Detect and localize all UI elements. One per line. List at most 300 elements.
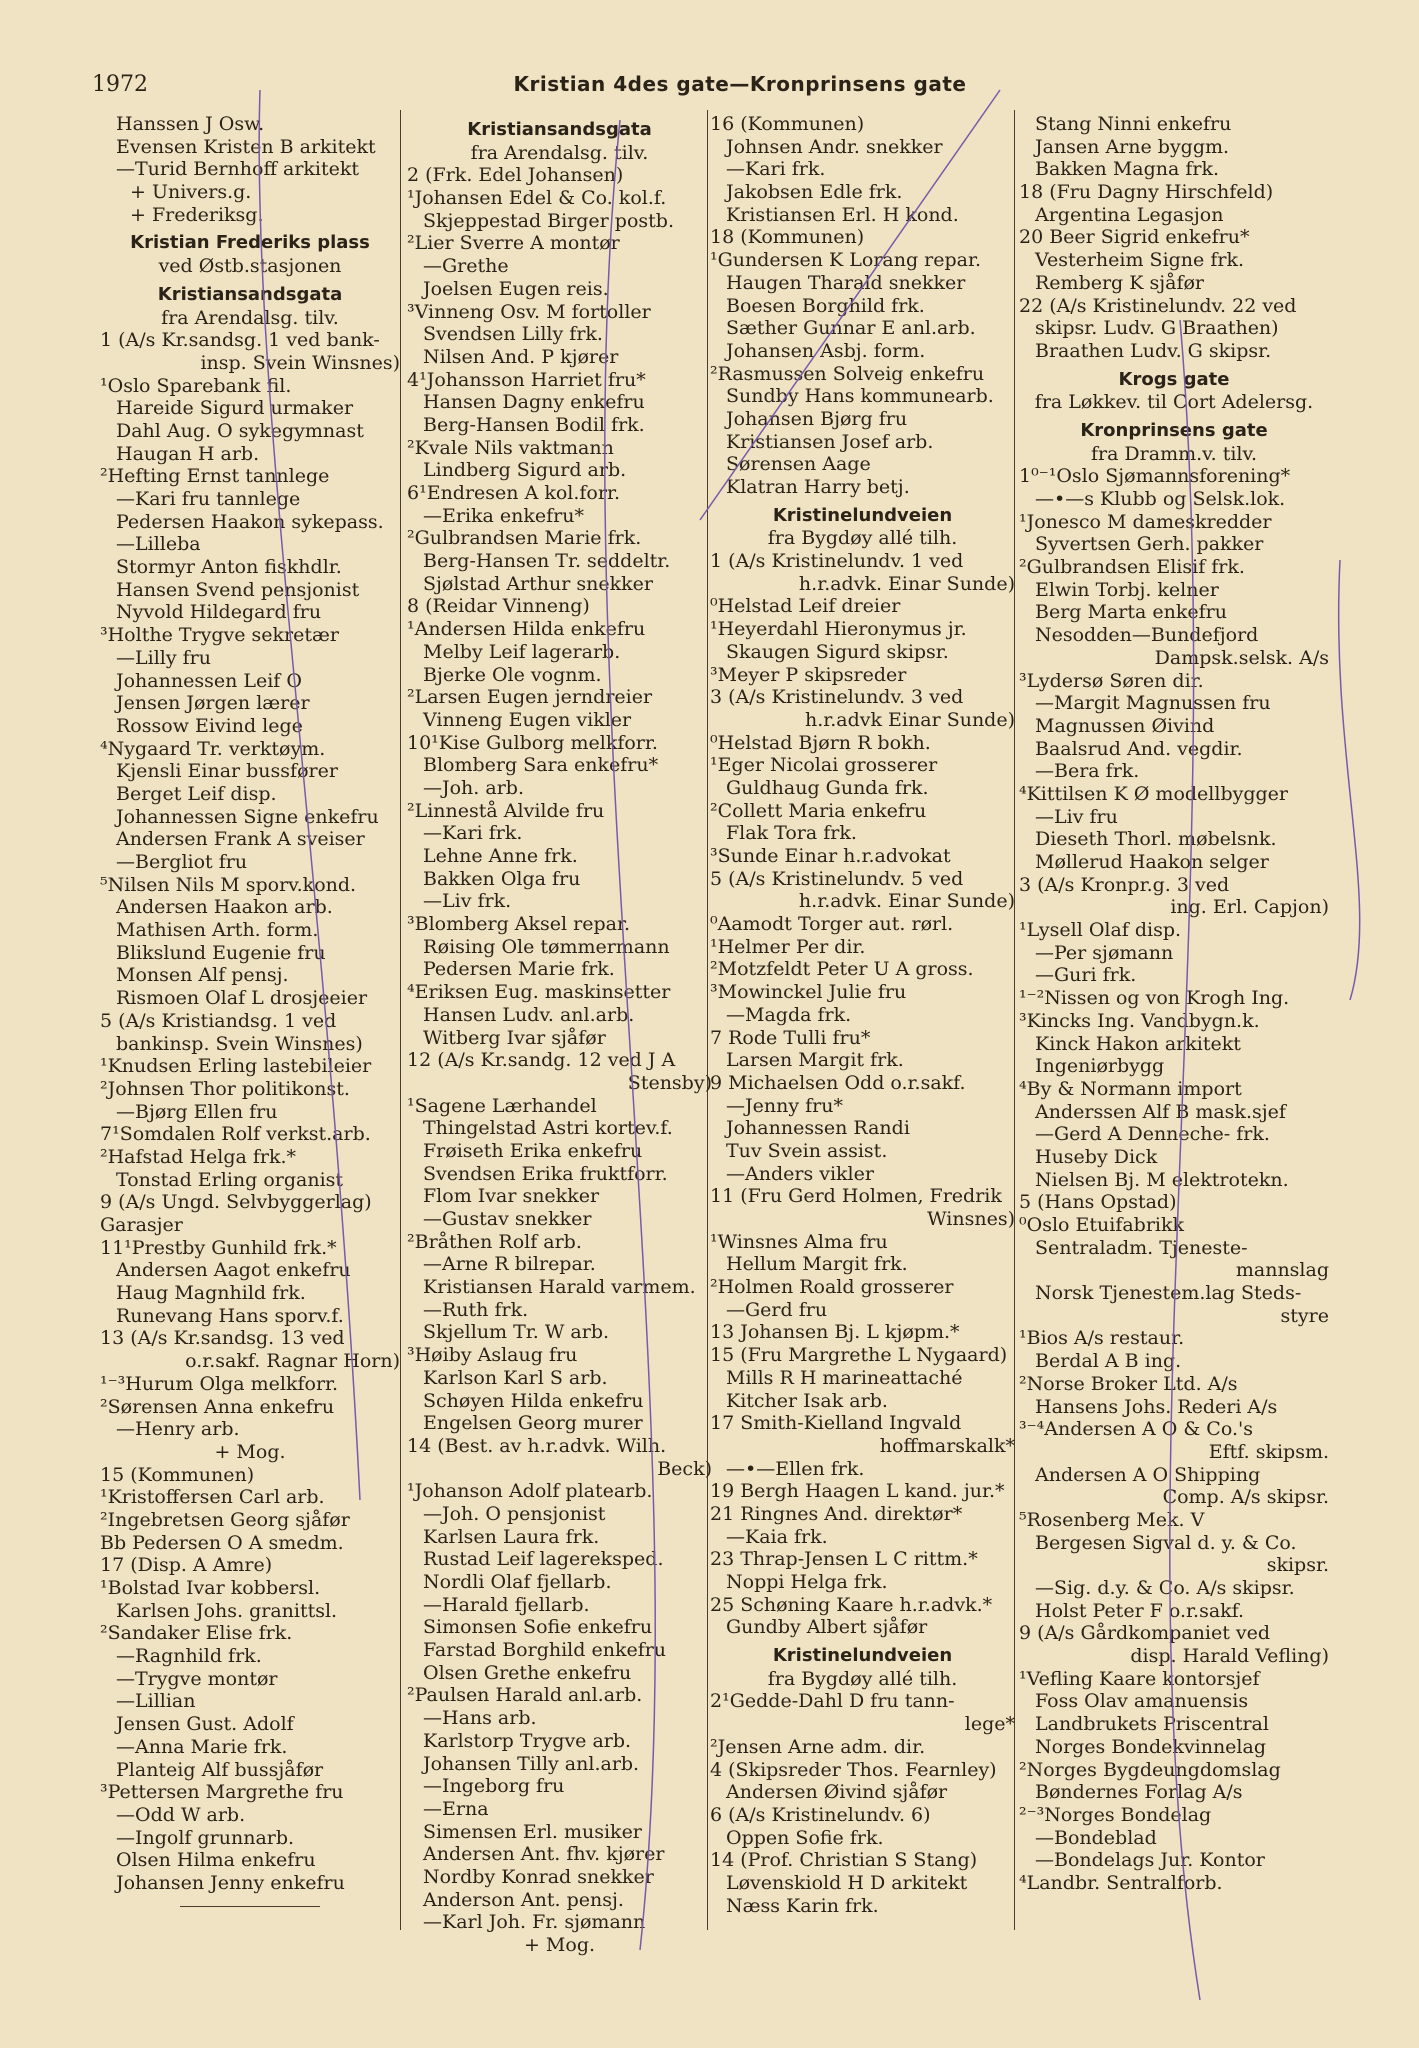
directory-entry: Hanssen J Osw.: [116, 113, 265, 135]
directory-entry: Johannessen Signe enkefru: [116, 805, 379, 828]
directory-entry: —Odd W arb.: [116, 1803, 246, 1826]
directory-entry: Magnussen Øivind: [1035, 714, 1215, 737]
directory-entry: Svendsen Lilly frk.: [423, 323, 603, 346]
directory-entry: Karlson Karl S arb.: [423, 1366, 608, 1389]
directory-entry: —Anna Marie frk.: [116, 1735, 288, 1758]
directory-entry: Noppi Helga frk.: [726, 1571, 888, 1593]
directory-entry: Hansen Svend pensjonist: [116, 578, 360, 601]
directory-entry: Sundby Hans kommunearb.: [726, 385, 994, 408]
directory-entry: disp. Harald Vefling): [1130, 1645, 1329, 1668]
directory-entry: Bergesen Sigval d. y. & Co.: [1035, 1531, 1297, 1554]
directory-entry: —Lillian: [116, 1690, 196, 1713]
directory-entry: + Univers.g.: [130, 181, 252, 204]
directory-entry: Tonstad Erling organist: [116, 1168, 344, 1191]
directory-entry: ²Sandaker Elise frk.: [100, 1622, 293, 1645]
directory-entry: —Margit Magnussen fru: [1035, 692, 1271, 715]
directory-entry: Vesterheim Signe frk.: [1035, 249, 1244, 272]
directory-entry: Huseby Dick: [1035, 1145, 1158, 1168]
directory-entry: Kristiansen Harald varmem.: [423, 1276, 696, 1299]
directory-entry: Johansen Tilly anl.arb.: [423, 1752, 640, 1775]
directory-entry: —Kari fru tannlege: [116, 488, 301, 510]
directory-entry: skipsr. Ludv. G Braathen): [1035, 317, 1279, 340]
directory-entry: Engelsen Georg murer: [423, 1412, 643, 1435]
directory-entry: ²Linnestå Alvilde fru: [407, 799, 605, 822]
directory-entry: Gundby Albert sjåfør: [726, 1616, 928, 1639]
directory-entry: skipsr.: [1266, 1554, 1329, 1577]
directory-entry: lege*: [964, 1713, 1015, 1736]
directory-entry: 13 Johansen Bj. L kjøpm.*: [710, 1321, 960, 1344]
directory-entry: 3 (A/s Kronpr.g. 3 ved: [1019, 873, 1230, 896]
directory-entry: 1 (A/s Kristinelundv. 1 ved: [710, 550, 964, 573]
directory-entry: ³Blomberg Aksel repar.: [407, 913, 630, 936]
directory-entry: ¹Sagene Lærhandel: [407, 1094, 597, 1117]
directory-entry: ²Rasmussen Solveig enkefru: [710, 362, 985, 385]
directory-entry: ²Ingebretsen Georg sjåfør: [100, 1508, 350, 1531]
directory-entry: ²Paulsen Harald anl.arb.: [407, 1684, 643, 1707]
directory-entry: ²Norse Broker Ltd. A/s: [1019, 1372, 1238, 1395]
directory-entry: h.r.advk Einar Sunde): [804, 708, 1015, 731]
directory-entry: —Liv frk.: [423, 890, 512, 913]
directory-entry: Guldhaug Gunda frk.: [726, 776, 929, 799]
directory-entry: —Joh. arb.: [423, 776, 524, 799]
directory-entry: ³Sunde Einar h.r.advokat: [710, 845, 951, 867]
directory-entry: 3 (A/s Kristinelundv. 3 ved: [710, 686, 964, 709]
directory-entry: ⁴By & Normann import: [1019, 1077, 1242, 1100]
directory-entry: 17 (Disp. A Amre): [100, 1554, 273, 1577]
directory-entry: ³Lydersø Søren dir.: [1019, 669, 1204, 692]
directory-entry: 7¹Somdalen Rolf verkst.arb.: [100, 1123, 371, 1146]
directory-entry: + Frederiksg.: [130, 203, 264, 226]
directory-entry: Dampsk.selsk. A/s: [1154, 646, 1329, 669]
directory-entry: 15 (Fru Margrethe L Nygaard): [710, 1344, 1008, 1367]
directory-entry: ¹Jonesco M dameskredder: [1019, 510, 1272, 533]
directory-entry: Skjeppestad Birger postb.: [423, 209, 674, 232]
directory-entry: Haug Magnhild frk.: [116, 1282, 306, 1305]
directory-entry: ²Motzfeldt Peter U A gross.: [710, 958, 974, 981]
directory-entry: Haugen Tharald snekker: [726, 271, 966, 294]
directory-entry: 7 Rode Tulli fru*: [710, 1026, 871, 1049]
directory-entry: fra Bygdøy allé tilh.: [767, 527, 958, 550]
directory-entry: ¹Johanson Adolf platearb.: [407, 1480, 653, 1503]
directory-entry: Anderson Ant. pensj.: [423, 1888, 624, 1911]
directory-entry: Sentraladm. Tjeneste-: [1035, 1236, 1248, 1259]
directory-entry: ⁰Helstad Leif dreier: [710, 595, 901, 618]
directory-entry: Røising Ole tømmermann: [423, 935, 670, 958]
directory-entry: ¹Bolstad Ivar kobbersl.: [100, 1577, 321, 1599]
directory-entry: —Gustav snekker: [423, 1208, 592, 1230]
directory-entry: Nesodden—Bundefjord: [1035, 624, 1259, 647]
directory-entry: —Ingolf grunnarb.: [116, 1826, 295, 1849]
directory-entry: Tuv Svein assist.: [726, 1139, 888, 1162]
directory-entry: Jensen Jørgen lærer: [116, 692, 310, 715]
directory-entry: Foss Olav amanuensis: [1035, 1690, 1249, 1713]
directory-entry: ⁴Kittilsen K Ø modellbygger: [1019, 782, 1288, 805]
directory-entry: styre: [1280, 1304, 1329, 1327]
directory-entry: ¹Helmer Per dir.: [710, 935, 866, 958]
directory-entry: Bb Pedersen O A smedm.: [100, 1531, 344, 1554]
directory-entry: —Erna: [423, 1797, 489, 1820]
directory-entry: 2¹Gedde-Dahl D fru tann-: [710, 1690, 955, 1713]
directory-entry: Andersen Haakon arb.: [116, 896, 333, 919]
directory-entry: ²Gulbrandsen Marie frk.: [407, 527, 642, 550]
directory-entry: Dieseth Thorl. møbelsnk.: [1035, 828, 1277, 851]
directory-entry: 23 Thrap-Jensen L C rittm.*: [710, 1548, 978, 1571]
directory-entry: fra Arendalsg. tilv.: [470, 141, 649, 164]
directory-entry: —Lilleba: [116, 533, 201, 556]
directory-entry: ¹Gundersen K Lorang repar.: [710, 249, 982, 272]
directory-entry: Blomberg Sara enkefru*: [423, 754, 659, 777]
directory-entry: —Bera frk.: [1035, 760, 1140, 783]
directory-entry: —Bondelags Jur. Kontor: [1035, 1849, 1265, 1872]
directory-entry: 5 (A/s Kristinelundv. 5 ved: [710, 867, 964, 890]
directory-entry: Evensen Kristen B arkitekt: [116, 135, 376, 158]
directory-entry: —Ragnhild frk.: [116, 1645, 262, 1668]
directory-entry: ¹Oslo Sparebank fil.: [100, 374, 292, 397]
directory-entry: —Lilly fru: [116, 646, 211, 669]
directory-entry: h.r.advk. Einar Sunde): [798, 890, 1015, 913]
directory-entry: Sæther Gunnar E anl.arb.: [726, 317, 976, 340]
directory-entry: —•—Ellen frk.: [726, 1457, 865, 1480]
directory-entry: ²Kvale Nils vaktmann: [407, 436, 614, 459]
directory-entry: Hareide Sigurd urmaker: [116, 397, 354, 420]
directory-entry: ²Bråthen Rolf arb.: [407, 1230, 582, 1253]
street-heading: Kristinelundveien: [772, 1645, 953, 1667]
directory-entry: ⁴Nygaard Tr. verktøym.: [100, 737, 326, 760]
street-heading: Kristiansandsgata: [467, 119, 652, 140]
directory-entry: ⁵Rosenberg Mek. V: [1019, 1508, 1205, 1531]
column-2: [407, 113, 712, 1957]
directory-entry: 12 (A/s Kr.sandg. 12 ved J A: [407, 1049, 676, 1072]
directory-entry: ⁰Helstad Bjørn R bokh.: [710, 731, 931, 754]
directory-entry: Jensen Gust. Adolf: [116, 1713, 294, 1736]
directory-entry: Ingeniørbygg: [1035, 1055, 1165, 1078]
column-4: [1019, 113, 1329, 1895]
street-heading: Kristiansandsgata: [157, 283, 343, 305]
directory-entry: Frøiseth Erika enkefru: [423, 1139, 643, 1162]
directory-entry: ing. Erl. Capjon): [1170, 896, 1329, 919]
directory-entry: mannslag: [1235, 1259, 1329, 1282]
directory-entry: ²Lier Sverre A montør: [407, 232, 620, 255]
directory-entry: Karlstorp Trygve arb.: [423, 1729, 632, 1752]
directory-entry: 13 (A/s Kr.sandsg. 13 ved: [100, 1327, 345, 1350]
directory-entry: 14 (Best. av h.r.advk. Wilh.: [407, 1434, 667, 1457]
directory-entry: Olsen Grethe enkefru: [423, 1661, 632, 1684]
directory-entry: —Karl Joh. Fr. sjømann: [423, 1911, 646, 1934]
directory-entry: Sjølstad Arthur snekker: [423, 572, 653, 595]
directory-entry: —Bergliot fru: [116, 851, 248, 873]
directory-entry: Melby Leif lagerarb.: [423, 640, 621, 663]
directory-entry: ²Larsen Eugen jerndreier: [407, 686, 653, 709]
directory-entry: Mathisen Arth. form.: [116, 919, 319, 942]
directory-entry: ⁴Landbr. Sentralforb.: [1019, 1871, 1223, 1894]
directory-entry: —Hans arb.: [423, 1707, 537, 1730]
directory-entry: Thingelstad Astri kortev.f.: [423, 1117, 673, 1140]
directory-entry: Blikslund Eugenie fru: [116, 941, 326, 964]
directory-entry: Andersen Ant. fhv. kjører: [423, 1843, 665, 1866]
directory-entry: ¹Johansen Edel & Co. kol.f.: [407, 187, 667, 210]
directory-entry: Oppen Sofie frk.: [726, 1826, 884, 1849]
directory-entry: —Harald fjellarb.: [423, 1593, 590, 1616]
directory-entry: Monsen Alf pensj.: [116, 964, 289, 987]
directory-entry: insp. Svein Winsnes): [200, 351, 400, 374]
directory-entry: 22 (A/s Kristinelundv. 22 ved: [1019, 294, 1297, 317]
directory-entry: Joelsen Eugen reis.: [423, 277, 609, 300]
directory-entry: Syvertsen Gerh. pakker: [1035, 533, 1264, 556]
directory-entry: —Jenny fru*: [726, 1094, 843, 1117]
directory-entry: ⁰Aamodt Torger aut. rørl.: [710, 913, 954, 936]
directory-entry: Kinck Hakon arkitekt: [1035, 1032, 1241, 1055]
directory-entry: Mills R H marineattaché: [726, 1366, 963, 1389]
directory-entry: Rossow Eivind lege: [116, 714, 303, 737]
directory-entry: ²Norges Bygdeungdomslag: [1019, 1758, 1281, 1781]
directory-entry: Simensen Erl. musiker: [423, 1820, 642, 1843]
directory-entry: Larsen Margit frk.: [726, 1049, 904, 1072]
directory-entry: Remberg K sjåfør: [1035, 271, 1205, 294]
directory-entry: —Anders vikler: [726, 1162, 874, 1185]
column-divider: [400, 110, 401, 1930]
directory-entry: Farstad Borghild enkefru: [423, 1639, 667, 1662]
directory-entry: —•—s Klubb og Selsk.lok.: [1035, 488, 1286, 510]
page-title: Kristian 4des gate—Kronprinsens gate: [513, 72, 967, 96]
directory-entry: Flom Ivar snekker: [423, 1185, 600, 1208]
directory-entry: —Ruth frk.: [423, 1298, 529, 1321]
directory-entry: ¹⁻³Hurum Olga melkforr.: [100, 1372, 339, 1395]
directory-entry: ²Hafstad Helga frk.*: [100, 1145, 297, 1168]
directory-entry: ¹Knudsen Erling lastebileier: [100, 1055, 372, 1078]
directory-entry: 25 Schøning Kaare h.r.advk.*: [710, 1593, 993, 1616]
directory-entry: Kristiansen Erl. H kond.: [726, 203, 959, 226]
directory-entry: 19 Bergh Haagen L kand. jur.*: [710, 1480, 1005, 1503]
directory-entry: —Bjørg Ellen fru: [116, 1100, 278, 1123]
directory-entry: Beck): [657, 1457, 712, 1480]
directory-entry: Runevang Hans sporv.f.: [116, 1304, 344, 1327]
directory-entry: 11 (Fru Gerd Holmen, Fredrik: [710, 1185, 1002, 1208]
directory-entry: Jakobsen Edle frk.: [726, 181, 903, 204]
directory-entry: ¹Andersen Hilda enkefru: [407, 618, 646, 641]
directory-entry: Johannessen Leif O: [116, 669, 302, 692]
directory-entry: Berg-Hansen Bodil frk.: [423, 413, 645, 436]
directory-entry: 9 (A/s Gårdkompaniet ved: [1019, 1622, 1271, 1645]
directory-entry: 21 Ringnes And. direktør*: [710, 1502, 963, 1525]
directory-entry: Bakken Olga fru: [423, 867, 581, 890]
directory-entry: ²Johnsen Thor politikonst.: [100, 1077, 350, 1100]
directory-entry: Garasjer: [100, 1214, 183, 1236]
directory-entry: Møllerud Haakon selger: [1035, 851, 1269, 873]
directory-entry: Johansen Asbj. form.: [726, 339, 926, 362]
directory-entry: Holst Peter F o.r.sakf.: [1035, 1599, 1245, 1622]
directory-entry: Witberg Ivar sjåfør: [423, 1026, 606, 1049]
directory-entry: Stensby): [627, 1071, 712, 1094]
directory-entry: 6 (A/s Kristinelundv. 6): [710, 1803, 931, 1826]
directory-entry: Bøndernes Forlag A/s: [1035, 1781, 1243, 1804]
directory-entry: 20 Beer Sigrid enkefru*: [1019, 226, 1250, 249]
directory-entry: 17 Smith-Kielland Ingvald: [710, 1412, 962, 1435]
directory-entry: Karlsen Laura frk.: [423, 1525, 600, 1548]
directory-entry: ²⁻³Norges Bondelag: [1019, 1803, 1212, 1826]
directory-entry: Klatran Harry betj.: [726, 476, 910, 498]
directory-entry: —Liv fru: [1035, 805, 1118, 828]
directory-entry: 5 (Hans Opstad): [1019, 1191, 1177, 1214]
directory-entry: ³Pettersen Margrethe fru: [100, 1781, 344, 1804]
directory-entry: Johannessen Randi: [726, 1117, 910, 1140]
directory-entry: 9 (A/s Ungd. Selvbyggerlag): [100, 1191, 372, 1214]
directory-entry: 11¹Prestby Gunhild frk.*: [100, 1236, 337, 1259]
directory-entry: Eftf. skipsm.: [1208, 1440, 1329, 1463]
directory-entry: Berg-Hansen Tr. seddeltr.: [423, 550, 671, 573]
directory-entry: Bakken Magna frk.: [1035, 158, 1220, 181]
directory-entry: Kristiansen Josef arb.: [726, 430, 934, 453]
directory-entry: ²Collett Maria enkefru: [710, 799, 927, 822]
directory-entry: 1⁰⁻¹Oslo Sjømannsforening*: [1019, 465, 1291, 488]
directory-entry: fra Løkkev. til Cort Adelersg.: [1034, 391, 1314, 414]
directory-entry: Stormyr Anton fiskhdlr.: [116, 556, 342, 579]
directory-entry: Norges Bondekvinnelag: [1035, 1735, 1266, 1758]
directory-entry: ³Kincks Ing. Vandbygn.k.: [1019, 1009, 1260, 1032]
directory-entry: Stang Ninni enkefru: [1035, 113, 1232, 135]
directory-entry: —Turid Bernhoff arkitekt: [116, 158, 360, 181]
directory-entry: Kjensli Einar bussfører: [116, 760, 338, 783]
directory-entry: ²Sørensen Anna enkefru: [100, 1395, 335, 1418]
directory-entry: Norsk Tjenestem.lag Steds-: [1035, 1282, 1302, 1305]
directory-entry: ⁴Eriksen Eug. maskinsetter: [407, 981, 671, 1004]
directory-entry: ³Holthe Trygve sekretær: [100, 624, 339, 647]
page-number: 1972: [92, 72, 148, 97]
street-heading: Krogs gate: [1118, 368, 1230, 390]
directory-entry: Skjellum Tr. W arb.: [423, 1321, 610, 1344]
directory-entry: ²Jensen Arne adm. dir.: [710, 1735, 926, 1758]
directory-entry: 18 (Fru Dagny Hirschfeld): [1019, 181, 1274, 204]
directory-entry: Comp. A/s skipsr.: [1162, 1486, 1329, 1509]
directory-entry: bankinsp. Svein Winsnes): [116, 1032, 363, 1055]
directory-entry: ¹Vefling Kaare kontorsjef: [1019, 1667, 1260, 1690]
directory-entry: ¹Eger Nicolai grosserer: [710, 754, 938, 777]
column-3: [710, 113, 1015, 1917]
directory-entry: + Mog.: [523, 1934, 596, 1956]
directory-entry: ²Holmen Roald grosserer: [710, 1276, 954, 1299]
directory-entry: Berdal A B ing.: [1035, 1350, 1182, 1373]
directory-entry: ³Meyer P skipsreder: [710, 663, 907, 686]
directory-entry: Rustad Leif lagereksped.: [423, 1548, 664, 1571]
directory-entry: —Ingeborg fru: [423, 1775, 565, 1798]
directory-entry: Baalsrud And. vegdir.: [1035, 737, 1243, 760]
directory-entry: Pedersen Marie frk.: [423, 958, 615, 981]
directory-entry: Nyvold Hildegard fru: [116, 601, 322, 624]
directory-entry: ³⁻⁴Andersen A O & Co.'s: [1019, 1418, 1253, 1441]
directory-entry: Nilsen And. P kjører: [423, 345, 619, 368]
directory-entry: ³Mowinckel Julie fru: [710, 981, 907, 1004]
directory-entry: Pedersen Haakon sykepass.: [116, 510, 384, 533]
directory-entry: Nordli Olaf fjellarb.: [423, 1571, 612, 1593]
directory-entry: 5 (A/s Kristiandsg. 1 ved: [100, 1009, 337, 1032]
directory-entry: ¹Lysell Olaf disp.: [1019, 919, 1182, 942]
directory-entry: Landbrukets Priscentral: [1035, 1713, 1269, 1736]
directory-entry: 2 (Frk. Edel Johansen): [407, 164, 624, 187]
directory-entry: ²Hefting Ernst tannlege: [100, 465, 330, 488]
directory-entry: 18 (Kommunen): [710, 226, 865, 249]
directory-entry: Svendsen Erika fruktforr.: [423, 1162, 668, 1185]
directory-entry: ³Vinneng Osv. M fortoller: [407, 300, 651, 323]
directory-entry: Planteig Alf bussjåfør: [116, 1758, 324, 1781]
page-header: [0, 72, 1419, 106]
street-heading: Kristinelundveien: [772, 504, 953, 526]
directory-entry: ⁵Nilsen Nils M sporv.kond.: [100, 873, 357, 896]
directory-entry: —Gerd A Denneche- frk.: [1035, 1123, 1270, 1146]
directory-entry: Hansens Johs. Rederi A/s: [1035, 1395, 1278, 1418]
directory-entry: Løvenskiold H D arkitekt: [726, 1871, 968, 1894]
directory-entry: ²Gulbrandsen Elisif frk.: [1019, 556, 1245, 579]
directory-entry: Bjerke Ole vognm.: [423, 663, 602, 686]
directory-entry: Nielsen Bj. M elektrotekn.: [1035, 1168, 1289, 1191]
directory-entry: Andersen Aagot enkefru: [116, 1259, 351, 1282]
directory-entry: Karlsen Johs. granittsl.: [116, 1599, 338, 1622]
directory-entry: —Kari frk.: [726, 158, 826, 181]
directory-entry: —Grethe: [423, 255, 509, 278]
directory-entry: —Joh. O pensjonist: [423, 1502, 606, 1525]
directory-entry: fra Arendalsg. tilv.: [161, 306, 339, 329]
directory-entry: —Kari frk.: [423, 822, 523, 845]
directory-entry: ⁰Oslo Etuifabrikk: [1019, 1214, 1185, 1236]
directory-entry: Næss Karin frk.: [726, 1894, 879, 1917]
directory-entry: Elwin Torbj. kelner: [1035, 578, 1219, 601]
directory-entry: —Erika enkefru*: [423, 504, 584, 527]
directory-entry: Argentina Legasjon: [1035, 203, 1224, 226]
directory-entry: Jansen Arne byggm.: [1035, 135, 1230, 158]
directory-entry: —Guri frk.: [1035, 964, 1137, 987]
directory-entry: Boesen Borghild frk.: [726, 294, 925, 317]
directory-entry: ³Høiby Aslaug fru: [407, 1344, 578, 1367]
directory-entry: —Henry arb.: [116, 1418, 240, 1441]
directory-entry: —Bondeblad: [1035, 1826, 1157, 1849]
street-heading: Kristian Frederiks plass: [130, 232, 370, 254]
directory-entry: 4¹Johansson Harriet fru*: [407, 368, 646, 391]
directory-entry: 14 (Prof. Christian S Stang): [710, 1849, 978, 1872]
directory-entry: Schøyen Hilda enkefru: [423, 1389, 644, 1412]
directory-entry: —Kaia frk.: [726, 1525, 828, 1548]
directory-entry: Johnsen Andr. snekker: [726, 135, 943, 158]
directory-entry: 9 Michaelsen Odd o.r.sakf.: [710, 1071, 966, 1094]
directory-entry: ved Østb.stasjonen: [158, 255, 342, 278]
directory-entry: hoffmarskalk*: [879, 1434, 1015, 1457]
directory-entry: fra Bygdøy allé tilh.: [767, 1667, 958, 1690]
directory-entry: Andersen Øivind sjåfør: [726, 1781, 948, 1804]
directory-entry: Lindberg Sigurd arb.: [423, 459, 627, 482]
directory-entry: o.r.sakf. Ragnar Horn): [185, 1350, 400, 1373]
directory-entry: ¹Kristoffersen Carl arb.: [100, 1486, 325, 1509]
directory-entry: Berget Leif disp.: [116, 782, 277, 805]
directory-entry: —Per sjømann: [1035, 941, 1174, 964]
directory-entry: Andersen A O Shipping: [1035, 1463, 1261, 1486]
directory-entry: 1 (A/s Kr.sandsg. 1 ved bank-: [100, 329, 380, 352]
directory-entry: Sørensen Aage: [726, 453, 871, 476]
directory-entry: Nordby Konrad snekker: [423, 1865, 654, 1888]
column-1: [100, 113, 400, 1917]
directory-entry: —Arne R bilrepar.: [423, 1253, 596, 1276]
directory-entry: h.r.advk. Einar Sunde): [798, 572, 1015, 595]
directory-entry: Kitcher Isak arb.: [726, 1389, 888, 1412]
directory-entry: —Sig. d.y. & Co. A/s skipsr.: [1035, 1577, 1295, 1599]
directory-entry: fra Dramm.v. tilv.: [1090, 442, 1258, 465]
directory-entry: Olsen Hilma enkefru: [116, 1849, 316, 1872]
directory-entry: Skaugen Sigurd skipsr.: [726, 640, 949, 663]
directory-entry: Andersen Frank A sveiser: [116, 828, 365, 851]
directory-entry: Flak Tora frk.: [726, 822, 857, 845]
directory-entry: 16 (Kommunen): [710, 113, 865, 135]
directory-entry: Hansen Dagny enkefru: [423, 391, 645, 414]
directory-entry: 15 (Kommunen): [100, 1463, 255, 1486]
street-heading: Kronprinsens gate: [1080, 419, 1268, 441]
section-rule: [100, 1895, 400, 1918]
directory-entry: Haugan H arb.: [116, 442, 260, 465]
